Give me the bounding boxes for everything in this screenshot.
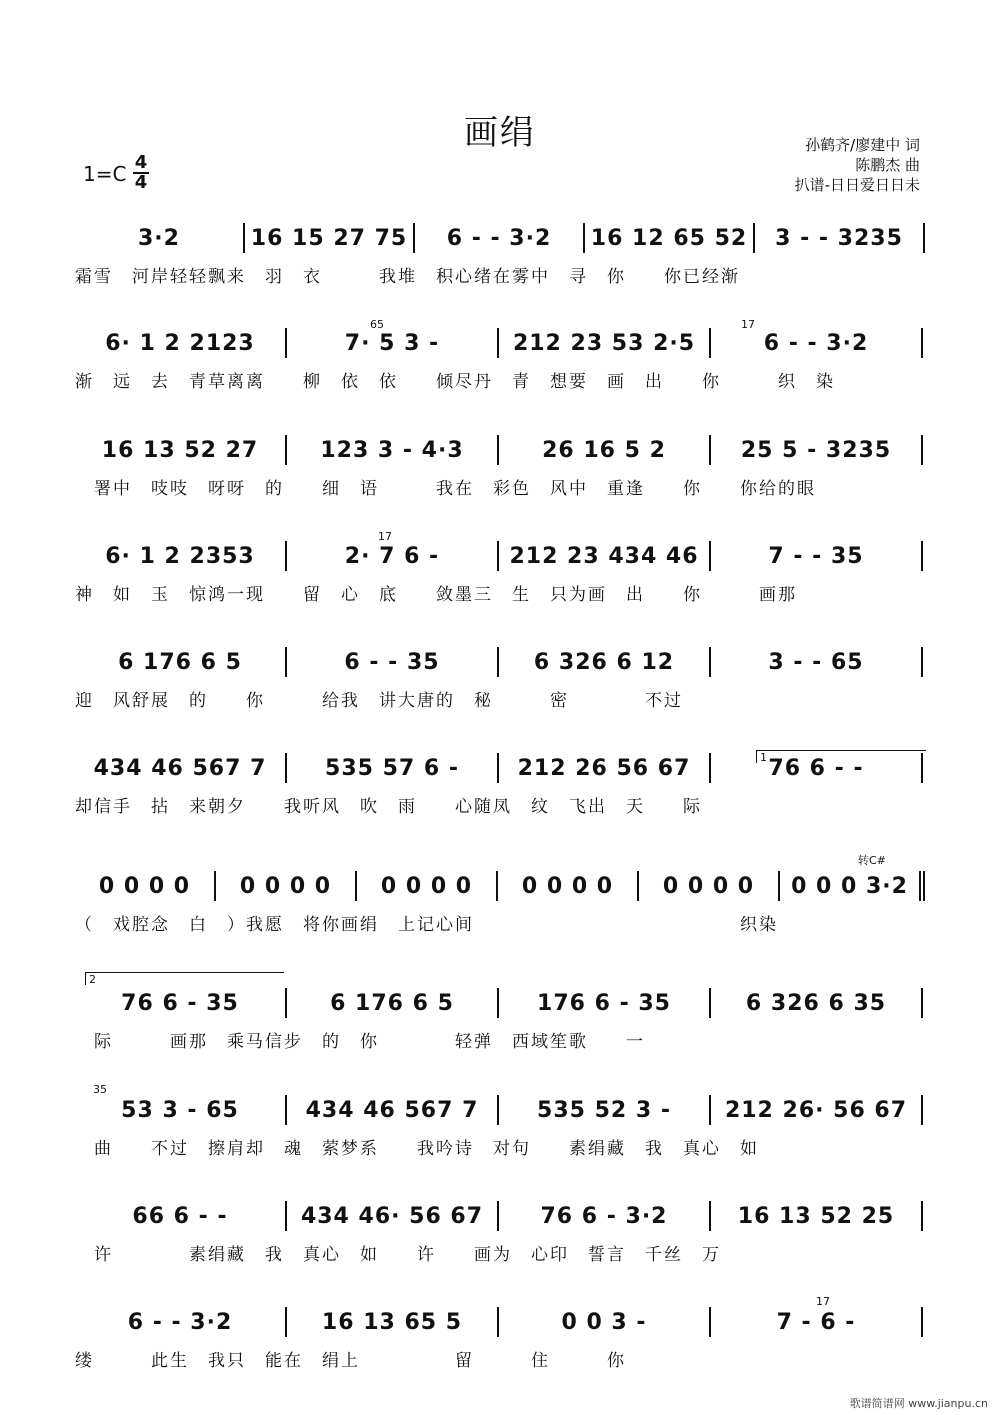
measure: 16 13 52 27 xyxy=(101,437,259,463)
measure: 76 6 - 3·2 xyxy=(540,1203,668,1229)
measure: 212 23 434 46 xyxy=(509,543,699,569)
measure: 535 57 6 - xyxy=(325,755,459,781)
measure: 3 - - 3235 xyxy=(775,225,903,251)
measure: 6 - - 35 xyxy=(344,649,440,675)
measure: 176 6 - 35 xyxy=(537,990,671,1016)
measure: 6· 1 2 2123 xyxy=(105,330,255,356)
notes-line xyxy=(75,1090,925,1130)
time-signature-bottom: 4 xyxy=(134,172,148,193)
measure: 6 176 6 5 xyxy=(118,649,242,675)
lyrics-line: 许 素绢藏 我 真心 如 许 画为 心印 誓言 千丝 万 xyxy=(75,1245,721,1265)
lyrics-line: 际 画那 乘马信步 的 你 轻弹 西域笙歌 一 xyxy=(75,1032,645,1052)
notes-line xyxy=(75,642,925,682)
measure: 6 326 6 12 xyxy=(533,649,675,675)
key-signature: 1=C xyxy=(83,162,127,186)
lyrics-line: 神 如 玉 惊鸿一现 留 心 底 敛墨三 生 只为画 出 你 画那 xyxy=(75,585,797,605)
measure: 6 - - 3·2 xyxy=(763,330,869,356)
time-signature-top: 4 xyxy=(134,152,148,173)
measure: 16 13 65 5 xyxy=(321,1309,463,1335)
measure: 2· 7 6 - xyxy=(344,543,440,569)
grace-note-17-a: 17 xyxy=(741,318,755,331)
measure: 0 0 3 - xyxy=(561,1309,647,1335)
lyrics-line: 却信手 拈 来朝夕 我听风 吹 雨 心随凤 纹 飞出 天 际 xyxy=(75,797,702,817)
grace-note-35: 35 xyxy=(93,1083,107,1096)
lyrics-line: 渐 远 去 青草离离 柳 依 依 倾尽丹 青 想要 画 出 你 织 染 xyxy=(75,372,835,392)
bar-line xyxy=(921,647,923,677)
grace-note-65: 65 xyxy=(370,318,384,331)
notes-line xyxy=(75,866,925,906)
bar-line xyxy=(919,871,921,901)
bar-line xyxy=(921,1095,923,1125)
measure: 212 23 53 2·5 xyxy=(512,330,696,356)
notes-line xyxy=(75,1302,925,1342)
measure: 26 16 5 2 xyxy=(542,437,666,463)
measure: 434 46 567 7 xyxy=(305,1097,479,1123)
modulation-mark: 转C# xyxy=(858,854,886,867)
volta-bracket-1: 1 xyxy=(756,750,926,763)
measure: 53 3 - 65 xyxy=(121,1097,239,1123)
transcriber-credit: 扒谱-日日爱日日未 xyxy=(794,176,920,194)
measure: 0 0 0 0 xyxy=(98,873,191,899)
notes-line xyxy=(75,983,925,1023)
measure: 6 - - 3·2 xyxy=(127,1309,233,1335)
measure: 0 0 0 0 xyxy=(239,873,332,899)
measure: 7 - - 35 xyxy=(768,543,864,569)
notes-line xyxy=(75,323,925,363)
notes-line xyxy=(75,536,925,576)
measure: 6 - - 3·2 xyxy=(446,225,552,251)
measure: 212 26 56 67 xyxy=(517,755,691,781)
measure: 212 26· 56 67 xyxy=(724,1097,908,1123)
lyrics-line: 迎 风舒展 的 你 给我 讲大唐的 秘 密 不过 xyxy=(75,691,683,711)
bar-line xyxy=(923,223,925,253)
bar-line xyxy=(921,1307,923,1337)
lyrics-line: 霜雪 河岸轻轻飘来 羽 衣 我堆 积心绪在雾中 寻 你 你已经渐 xyxy=(75,267,740,287)
bar-line xyxy=(921,328,923,358)
measure: 7 - 6 - xyxy=(776,1309,856,1335)
lyrics-line: 署中 吱吱 呀呀 的 细 语 我在 彩色 风中 重逢 你 你给的眼 xyxy=(75,479,816,499)
time-signature xyxy=(133,154,149,192)
measure: 434 46· 56 67 xyxy=(300,1203,484,1229)
bar-line xyxy=(921,1201,923,1231)
grace-note-17-b: 17 xyxy=(378,530,392,543)
measure: 0 0 0 0 xyxy=(380,873,473,899)
lyrics-line: （ 戏腔念 白 ）我愿 将你画绢 上记心间 织染 xyxy=(75,915,778,935)
measure: 3 - - 65 xyxy=(768,649,864,675)
measure: 0 0 0 0 xyxy=(662,873,755,899)
composer-credit: 陈鹏杰 曲 xyxy=(855,156,920,174)
measure: 16 15 27 75 xyxy=(250,225,408,251)
measure: 6 176 6 5 xyxy=(330,990,454,1016)
measure: 16 13 52 25 xyxy=(737,1203,895,1229)
credits xyxy=(795,135,920,195)
notes-line xyxy=(75,218,925,258)
lyricist-credit: 孙鹤齐/廖建中 词 xyxy=(805,136,920,154)
measure: 6 326 6 35 xyxy=(745,990,887,1016)
notes-line xyxy=(75,1196,925,1236)
measure: 3·2 xyxy=(138,225,180,251)
measure: 0 0 0 3·2 xyxy=(791,873,908,899)
grace-note-17-c: 17 xyxy=(816,1295,830,1308)
footer-watermark: 歌谱简谱网 www.jianpu.cn xyxy=(849,1397,988,1410)
measure: 66 6 - - xyxy=(132,1203,228,1229)
measure: 6· 1 2 2353 xyxy=(105,543,255,569)
notes-line xyxy=(75,430,925,470)
lyrics-line: 曲 不过 擦肩却 魂 萦梦系 我吟诗 对句 素绢藏 我 真心 如 xyxy=(75,1139,759,1159)
measure: 535 52 3 - xyxy=(537,1097,671,1123)
lyrics-line: 缕 此生 我只 能在 绢上 留 住 你 xyxy=(75,1351,626,1371)
measure: 123 3 - 4·3 xyxy=(320,437,464,463)
measure: 76 6 - - xyxy=(768,755,864,781)
measure: 7· 5 3 - xyxy=(344,330,440,356)
measure: 0 0 0 0 xyxy=(521,873,614,899)
measure: 16 12 65 52 xyxy=(590,225,748,251)
bar-line xyxy=(921,988,923,1018)
volta-bracket-2: 2 xyxy=(85,972,284,985)
measure: 434 46 567 7 xyxy=(93,755,267,781)
page-title: 画绢 xyxy=(464,113,536,153)
measure: 25 5 - 3235 xyxy=(740,437,892,463)
bar-line xyxy=(921,541,923,571)
measure: 76 6 - 35 xyxy=(121,990,239,1016)
bar-line xyxy=(921,435,923,465)
